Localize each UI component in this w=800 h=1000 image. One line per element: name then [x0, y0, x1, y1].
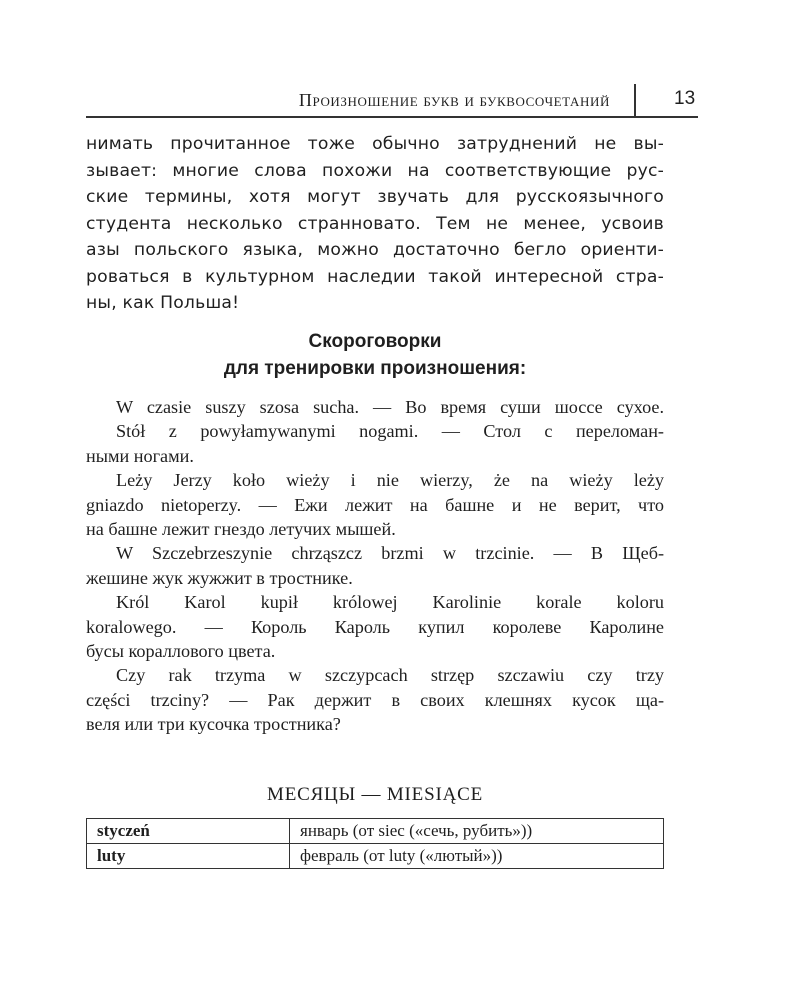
intro-line: нимать прочитанное тоже обычно затруднений не вы- — [86, 134, 664, 154]
twister-line: ными ногами. — [86, 445, 194, 466]
twister-line: W Szczebrzeszynie chrząszcz brzmi w trzcinie. — В Щеб- — [116, 543, 664, 564]
page-number: 13 — [674, 88, 696, 109]
months-table — [86, 818, 664, 869]
month-polish: luty — [87, 844, 290, 869]
header-divider — [634, 84, 636, 118]
header-rule — [86, 116, 698, 118]
months-caption: МЕСЯЦЫ — MIESIĄCE — [267, 784, 483, 805]
twister-line: на башне лежит гнездо летучих мышей. — [86, 519, 396, 540]
intro-line: ны, как Польша! — [86, 293, 240, 313]
month-polish: styczeń — [87, 819, 290, 844]
twister-line: koralowego. — Король Кароль купил королеве Каролине — [86, 616, 664, 637]
intro-line: студента несколько странновато. Тем не менее, усвоив — [86, 213, 664, 234]
twister-line: Leży Jerzy koło wieży i nie wierzy, że na wieży leży — [116, 470, 664, 491]
intro-line: ские термины, хотя могут звучать для русскоязычного — [86, 187, 664, 207]
section-heading — [86, 328, 664, 382]
intro-paragraph — [86, 131, 664, 317]
intro-paragraph-block — [86, 131, 664, 317]
twister-line: Król Karol kupił królowej Karolinie korale koloru — [116, 592, 664, 613]
intro-line: роваться в культурном наследии такой интересной стра- — [86, 266, 664, 287]
intro-line: азы польского языка, можно достаточно бегло ориенти- — [86, 240, 664, 260]
twister-line: веля или три кусочка тростника? — [86, 714, 341, 735]
twister-line: części trzciny? — Рак держит в своих клешнях кусок ща- — [86, 689, 664, 710]
twister-line: W czasie suszy szosa sucha. — Во время суши шоссе сухое. — [116, 397, 664, 417]
running-header-title: Произношение букв и буквосочетаний — [298, 90, 610, 110]
table-row — [87, 844, 664, 869]
twister-line: gniazdo nietoperzy. — Ежи лежит на башне и не верит, что — [86, 494, 664, 515]
twister-line: Stół z powyłamywanymi nogami. — Стол с переломан- — [116, 421, 664, 442]
section-heading-line: для тренировки произношения: — [223, 358, 527, 379]
twister-line: жешине жук жужжит в тростнике. — [86, 567, 353, 588]
month-russian: январь (от siec («сечь, рубить»)) — [290, 819, 664, 844]
table-row — [87, 819, 664, 844]
intro-line: зывает: многие слова похожи на соответствующие рус- — [86, 160, 664, 181]
running-header — [86, 84, 698, 116]
twister-line: Czy rak trzyma w szczypcach strzęp szczawiu czy trzy — [116, 665, 664, 686]
month-russian: февраль (от luty («лютый»)) — [290, 844, 664, 869]
twister-line: бусы кораллового цвета. — [86, 641, 276, 662]
section-heading-line: Скороговорки — [308, 331, 442, 352]
tongue-twister-list — [86, 395, 664, 737]
